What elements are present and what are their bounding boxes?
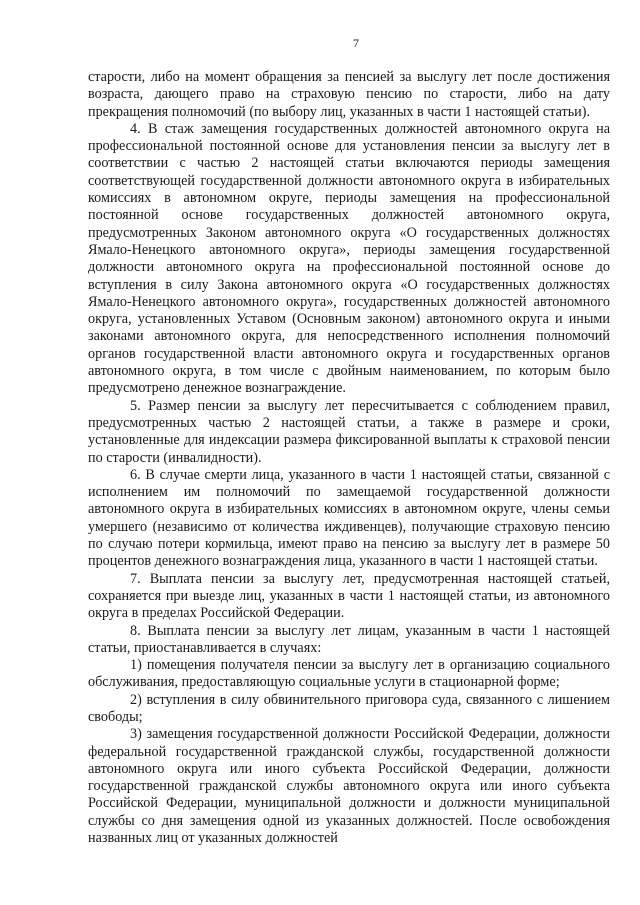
list-item-1: 1) помещения получателя пенсии за выслугу лет в организацию социального обслуживания, предоставляющую социальные услуги в стационарной форме; <box>88 657 610 691</box>
paragraph-part-6: 6. В случае смерти лица, указанного в части 1 настоящей статьи, связанной с исполнением им полномочий по замещаемой государственной должности автономного округа в избирательных комиссиях в автономном округе, члены семьи умершего (независимо от количества иждивенцев), получающие страховую пенсию по случаю потери кормильца, имеют право на пенсию за выслугу лет в размере 50 процентов денежного вознаграждения лица, указанного в части 1 настоящей статьи. <box>88 466 610 570</box>
page-number: 7 <box>353 36 359 50</box>
list-item-3: 3) замещения государственной должности Российской Федерации, должности федеральной государственной гражданской службы, государственной должности автономного округа или иного субъекта Российской Федерации, должности государственной гражданской службы автономного округа или иного субъекта Российской Федерации, муниципальной должности и должности муниципальной службы со дня замещения одной из указанных должностей. После освобождения названных лиц от указанных должностей <box>88 726 610 847</box>
paragraph-continuation: старости, либо на момент обращения за пенсией за выслугу лет после достижения возраста, дающего право на страховую пенсию по старости, либо на дату прекращения полномочий (по выбору лиц, указанных в части 1 настоящей статьи). <box>88 69 610 120</box>
paragraph-part-4: 4. В стаж замещения государственных должностей автономного округа на профессиональной постоянной основе для установления пенсии за выслугу лет в соответствии с частью 2 настоящей статьи включаются периоды замещения соответствующей государственной должности автономного округа в избирательных комиссиях в автономном округе, периоды замещения на профессиональной постоянной основе государственных должностей автономного округа, предусмотренных Законом автономного округа «О государственных должностях Ямало-Ненецкого автономного округа», периоды замещения государственной должности автономного округа на профессиональной постоянной основе до вступления в силу Закона автономного округа «О государственных должностях Ямало-Ненецкого автономного округа», государственных должностей автономного округа, установленных Уставом (Основным законом) автономного округа и иными законами автономного округа, для непосредственного исполнения полномочий органов государственной власти автономного округа и государственных органов автономного округа, в том числе с двойным наименованием, по которым было предусмотрено денежное вознаграждение. <box>88 120 610 397</box>
paragraph-part-7: 7. Выплата пенсии за выслугу лет, предусмотренная настоящей статьей, сохраняется при выезде лиц, указанных в части 1 настоящей статьи, из автономного округа в пределах Российской Федерации. <box>88 570 610 622</box>
paragraph-part-5: 5. Размер пенсии за выслугу лет пересчитывается с соблюдением правил, предусмотренных частью 2 настоящей статьи, а также в размере и сроки, установленные для индексации размера фиксированной выплаты к страховой пенсии по старости (инвалидности). <box>88 397 610 466</box>
paragraph-part-8: 8. Выплата пенсии за выслугу лет лицам, указанным в части 1 настоящей статьи, приостанавливается в случаях: <box>88 622 610 656</box>
list-item-2: 2) вступления в силу обвинительного приговора суда, связанного с лишением свободы; <box>88 691 610 725</box>
